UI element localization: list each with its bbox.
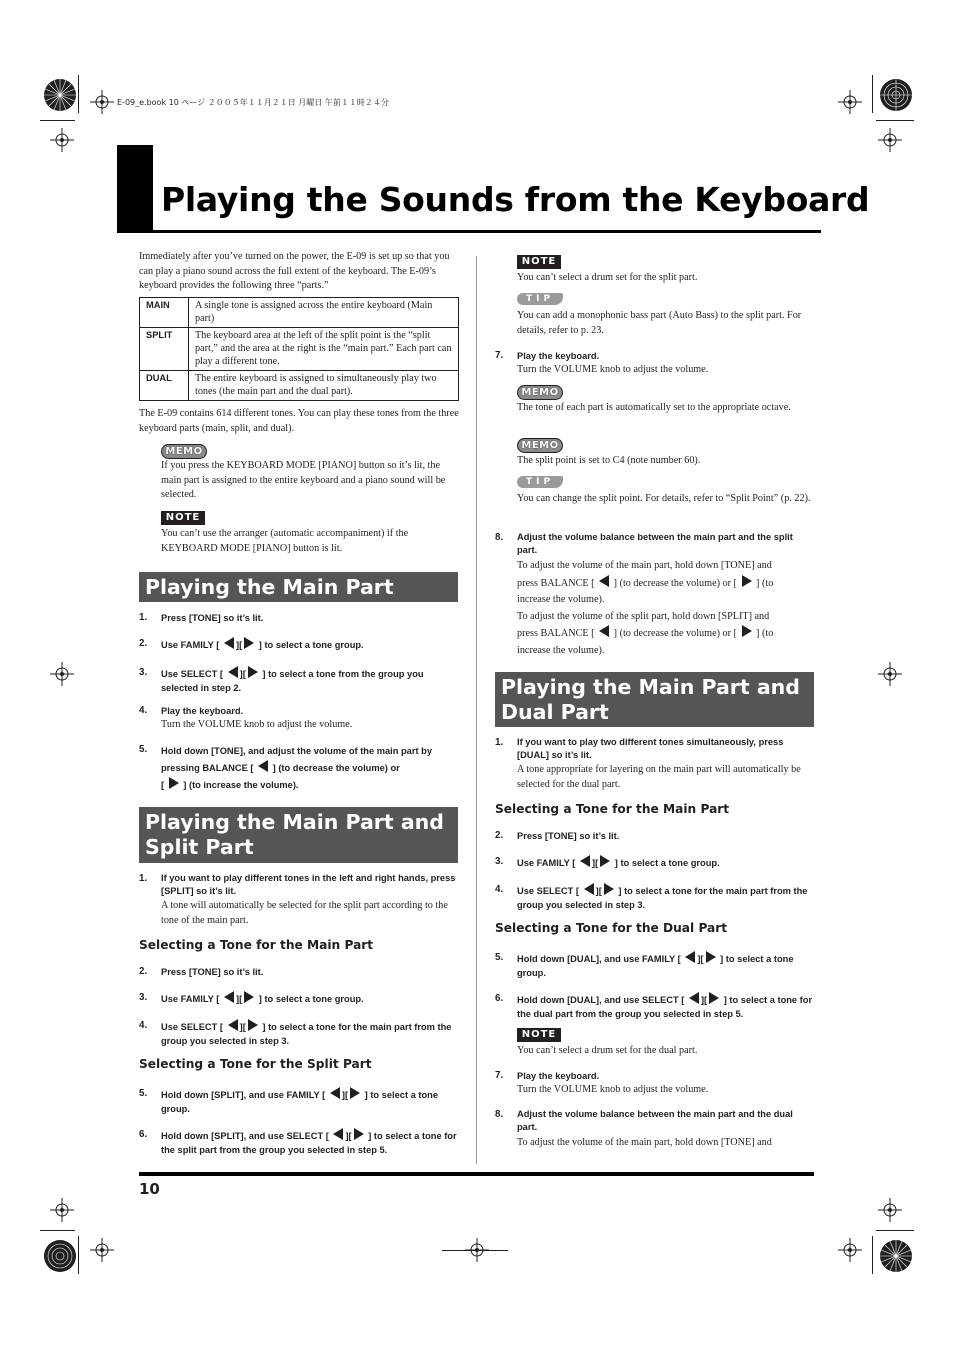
step-number: 5. (495, 952, 504, 963)
left-arrow-icon (228, 1019, 238, 1031)
step-text: Play the keyboard. (517, 1071, 600, 1081)
right-arrow-icon (350, 1087, 360, 1099)
step-number: 4. (139, 1020, 148, 1031)
step-text-part: Use SELECT [ (161, 669, 223, 679)
step-text-part: ] to select a tone from the group you selected in step 2. (161, 669, 424, 693)
right-arrow-icon (354, 1128, 364, 1140)
step-number: 4. (495, 884, 504, 895)
intro-paragraph: Immediately after you’ve turned on the power, the E-09 is set up so that you can play a piano sound across the full extent of the keyboard. The E-09’s keyboard provides the following three “parts.” (139, 251, 450, 291)
step-text-part: press BALANCE [ (517, 577, 595, 589)
step-text-part: Hold down [SPLIT], and use SELECT [ (161, 1131, 329, 1141)
step-number: 3. (139, 667, 148, 678)
step-text-part: ] (to decrease the volume) or (272, 763, 400, 773)
subheading: Selecting a Tone for the Split Part (139, 1057, 372, 1071)
title-rule (117, 230, 821, 233)
step-number: 8. (495, 1109, 504, 1120)
step-text-part: ] (to decrease the volume) or [ (613, 577, 737, 589)
left-arrow-icon (584, 883, 594, 895)
page-number: 10 (139, 1180, 160, 1198)
step-body-line: increase the volume). (517, 644, 605, 656)
right-arrow-icon (600, 855, 610, 867)
right-arrow-icon (244, 637, 254, 649)
step-text-part: press BALANCE [ (517, 628, 595, 639)
step-text-part: ] to select a tone group. (258, 640, 364, 650)
tip-badge: TIP (517, 293, 563, 305)
step-number: 6. (495, 993, 504, 1004)
subheading: Selecting a Tone for the Main Part (139, 938, 374, 952)
step-text-part: ] (to decrease the volume) or [ (613, 628, 737, 639)
step-text: Use FAMILY [ ][ ] to select a tone group. (161, 637, 457, 652)
step-number: 5. (139, 1088, 148, 1099)
left-arrow-icon (228, 666, 238, 678)
step-text: Use FAMILY [ ][ ] to select a tone group. (161, 991, 457, 1006)
subheading: Selecting a Tone for the Main Part (495, 802, 730, 816)
note-text: You can’t select a drum set for the split part. (517, 272, 698, 283)
tip-text: You can add a monophonic bass part (Auto Bass) to the split part. For details, refer to p. 23. (517, 310, 802, 336)
note-badge: NOTE (517, 1028, 561, 1042)
step-text-part: ] to select a tone for the main part from the group you selected in step 3. (161, 1022, 452, 1046)
step-text: Press [TONE] so it’s lit. (517, 831, 620, 841)
left-arrow-icon (224, 991, 234, 1003)
crop-line (40, 1230, 75, 1231)
step-number: 3. (495, 856, 504, 867)
registration-mark-bottom-left (40, 1236, 80, 1276)
page-title: Playing the Sounds from the Keyboard (161, 180, 870, 219)
step-text-part: ] to select a tone group. (614, 858, 720, 868)
tones-paragraph: The E-09 contains 614 different tones. You can play these tones from the three keyboard parts (main, split, and dual). (139, 408, 459, 434)
step-text-part: Hold down [DUAL], and use SELECT [ (517, 995, 685, 1005)
step-number: 4. (139, 705, 148, 716)
left-arrow-icon (580, 855, 590, 867)
step-text-part: Use SELECT [ (161, 1022, 223, 1032)
step-text: Press [TONE] so it’s lit. (161, 967, 264, 977)
step-text-part: ] (to (756, 628, 774, 639)
step-text-part: Hold down [TONE], and adjust the volume of the main part by pressing BALANCE [ (161, 746, 432, 773)
crop-line (872, 1236, 873, 1274)
crosshair-mark (90, 90, 114, 114)
table-row (140, 328, 459, 371)
step-text: Press [TONE] so it’s lit. (161, 613, 264, 623)
left-arrow-icon (685, 951, 695, 963)
parts-table (139, 297, 459, 401)
right-arrow-icon (604, 883, 614, 895)
crop-line (876, 120, 914, 121)
crosshair-mark (838, 90, 862, 114)
table-value: A single tone is assigned across the entire keyboard (Main part) (189, 298, 459, 328)
step-number: 2. (139, 638, 148, 649)
right-arrow-icon (706, 951, 716, 963)
step-text-part: Use FAMILY [ (517, 858, 576, 868)
crosshair-mark (878, 128, 902, 152)
step-number: 2. (139, 966, 148, 977)
section-heading-main-part: Playing the Main Part (139, 572, 458, 602)
left-arrow-icon (258, 760, 268, 772)
note-text: You can’t use the arranger (automatic accompaniment) if the KEYBOARD MODE [PIANO] button is lit. (161, 528, 409, 554)
note-badge: NOTE (517, 255, 561, 269)
left-arrow-icon (224, 637, 234, 649)
table-key: DUAL (140, 371, 189, 401)
registration-mark-bottom-right (876, 1236, 916, 1276)
step-text-part: Use SELECT [ (517, 886, 579, 896)
right-arrow-icon (248, 666, 258, 678)
step-body-line: increase the volume). (517, 594, 605, 605)
step-text: Hold down [DUAL], and use SELECT [ ][ ] to select a tone for the dual part from the group you selected in step 5. (517, 992, 815, 1021)
table-value: The keyboard area at the left of the split point is the “split part,” and the area at the right is the “main part.” Each part can play a different tone. (189, 328, 459, 371)
step-text-part: [ (161, 780, 165, 790)
step-text: Use FAMILY [ ][ ] to select a tone group. (517, 855, 813, 870)
right-arrow-icon (248, 1019, 258, 1031)
step-text: Play the keyboard. (517, 351, 600, 361)
step-number: 6. (139, 1129, 148, 1140)
crosshair-mark (50, 128, 74, 152)
table-row (140, 298, 459, 328)
step-text: Hold down [DUAL], and use FAMILY [ ][ ] to select a tone group. (517, 951, 813, 980)
tip-badge: TIP (517, 476, 563, 488)
memo-text: The split point is set to C4 (note number 60). (517, 455, 701, 466)
step-number: 7. (495, 350, 504, 361)
crosshair-mark (50, 1198, 74, 1222)
step-text: Use SELECT [ ][ ] to select a tone for the main part from the group you selected in step 3. (161, 1019, 457, 1048)
step-text-part: ] to select a tone group. (517, 954, 794, 978)
step-text-part: Hold down [SPLIT], and use FAMILY [ (161, 1090, 326, 1100)
step-number: 1. (139, 873, 148, 884)
step-text-part: Hold down [DUAL], and use FAMILY [ (517, 954, 681, 964)
crop-line (40, 120, 75, 121)
step-text: Play the keyboard. (161, 706, 244, 716)
left-arrow-icon (333, 1128, 343, 1140)
memo-badge: MEMO (161, 444, 207, 459)
right-arrow-icon (244, 991, 254, 1003)
step-body-line: To adjust the volume of the main part, hold down [TONE] and (517, 560, 772, 571)
footer-rule (139, 1172, 814, 1176)
step-text-part: ] to select a tone group. (258, 994, 364, 1004)
step-text: If you want to play different tones in the left and right hands, press [SPLIT] so it’s lit. (161, 873, 456, 896)
step-body: A tone will automatically be selected for the split part according to the tone of the main part. (161, 900, 448, 926)
step-body: Turn the VOLUME knob to adjust the volume. (517, 364, 709, 375)
memo-text: If you press the KEYBOARD MODE [PIANO] button so it’s lit, the main part is assigned to the entire keyboard and a piano sound will be selected. (161, 460, 446, 500)
step-text-part: ] (to increase the volume). (183, 780, 299, 790)
table-key: MAIN (140, 298, 189, 328)
step-number: 2. (495, 830, 504, 841)
step-text-part: ] to select a tone group. (161, 1090, 438, 1114)
step-number: 1. (139, 612, 148, 623)
memo-text: The tone of each part is automatically set to the appropriate octave. (517, 402, 791, 413)
title-block (117, 145, 153, 233)
step-body-line (517, 625, 815, 643)
section-heading-split-part: Playing the Main Part and Split Part (139, 807, 458, 863)
tip-text: You can change the split point. For details, refer to “Split Point” (p. 22). (517, 493, 811, 504)
left-arrow-icon (689, 992, 699, 1004)
step-text: Use SELECT [ ][ ] to select a tone from the group you selected in step 2. (161, 666, 457, 695)
step-text-part: ] (to (756, 577, 774, 589)
column-divider (476, 256, 477, 1164)
step-body-line (517, 575, 815, 593)
crosshair-mark (50, 662, 74, 686)
crop-line (876, 1230, 914, 1231)
step-number: 5. (139, 744, 148, 755)
step-number: 8. (495, 532, 504, 543)
memo-badge: MEMO (517, 438, 563, 453)
crop-line (78, 1236, 79, 1274)
step-text: Adjust the volume balance between the main part and the split part. (517, 532, 793, 555)
step-body: Turn the VOLUME knob to adjust the volume. (161, 719, 353, 730)
step-text: Hold down [SPLIT], and use SELECT [ ][ ] to select a tone for the split part from the group you selected in step 5. (161, 1128, 459, 1157)
crosshair-mark (878, 1198, 902, 1222)
left-arrow-icon (599, 575, 609, 587)
right-arrow-icon (169, 777, 179, 789)
right-arrow-icon (742, 625, 752, 637)
crosshair-mark (878, 662, 902, 686)
note-badge: NOTE (161, 511, 205, 525)
step-number: 3. (139, 992, 148, 1003)
crop-line (442, 1250, 508, 1251)
step-body: A tone appropriate for layering on the main part will automatically be selected for the dual part. (517, 764, 801, 790)
step-text: If you want to play two different tones simultaneously, press [DUAL] so it’s lit. (517, 737, 784, 760)
step-text-part: Use FAMILY [ (161, 994, 220, 1004)
step-body (517, 558, 815, 659)
step-text-part: Use FAMILY [ (161, 640, 220, 650)
left-arrow-icon (599, 625, 609, 637)
memo-badge: MEMO (517, 385, 563, 400)
right-arrow-icon (742, 575, 752, 587)
registration-mark-top-left (40, 75, 80, 115)
step-text: Use SELECT [ ][ ] to select a tone for the main part from the group you selected in step 3. (517, 883, 813, 912)
step-text-part: ] to select a tone for the split part from the group you selected in step 5. (161, 1131, 457, 1155)
step-text: Hold down [SPLIT], and use FAMILY [ ][ ] to select a tone group. (161, 1087, 457, 1116)
table-key: SPLIT (140, 328, 189, 371)
crosshair-mark (838, 1238, 862, 1262)
step-text-part: ] to select a tone for the dual part from the group you selected in step 5. (517, 995, 813, 1019)
step-text (161, 743, 459, 794)
step-body: Turn the VOLUME knob to adjust the volume. (517, 1084, 709, 1095)
left-arrow-icon (330, 1087, 340, 1099)
file-info-header: E-09_e.book 10 ページ ２００５年１１月２１日 月曜日 午前１１時２４分 (117, 98, 389, 107)
section-heading-dual-part: Playing the Main Part and Dual Part (495, 672, 814, 727)
step-text: Adjust the volume balance between the main part and the dual part. (517, 1109, 793, 1132)
right-arrow-icon (709, 992, 719, 1004)
subheading: Selecting a Tone for the Dual Part (495, 921, 728, 935)
registration-mark-top-right (876, 75, 916, 115)
step-text-part: ] to select a tone for the main part from the group you selected in step 3. (517, 886, 808, 910)
crop-line (872, 75, 873, 113)
step-body-line: To adjust the volume of the split part, hold down [SPLIT] and (517, 610, 770, 622)
note-text: You can’t select a drum set for the dual part. (517, 1045, 698, 1056)
step-number: 1. (495, 737, 504, 748)
step-body: To adjust the volume of the main part, hold down [TONE] and (517, 1137, 772, 1148)
crosshair-mark (90, 1238, 114, 1262)
crop-line (78, 75, 79, 113)
table-value: The entire keyboard is assigned to simultaneously play two tones (the main part and the dual part). (189, 371, 459, 401)
step-number: 7. (495, 1070, 504, 1081)
table-row (140, 371, 459, 401)
